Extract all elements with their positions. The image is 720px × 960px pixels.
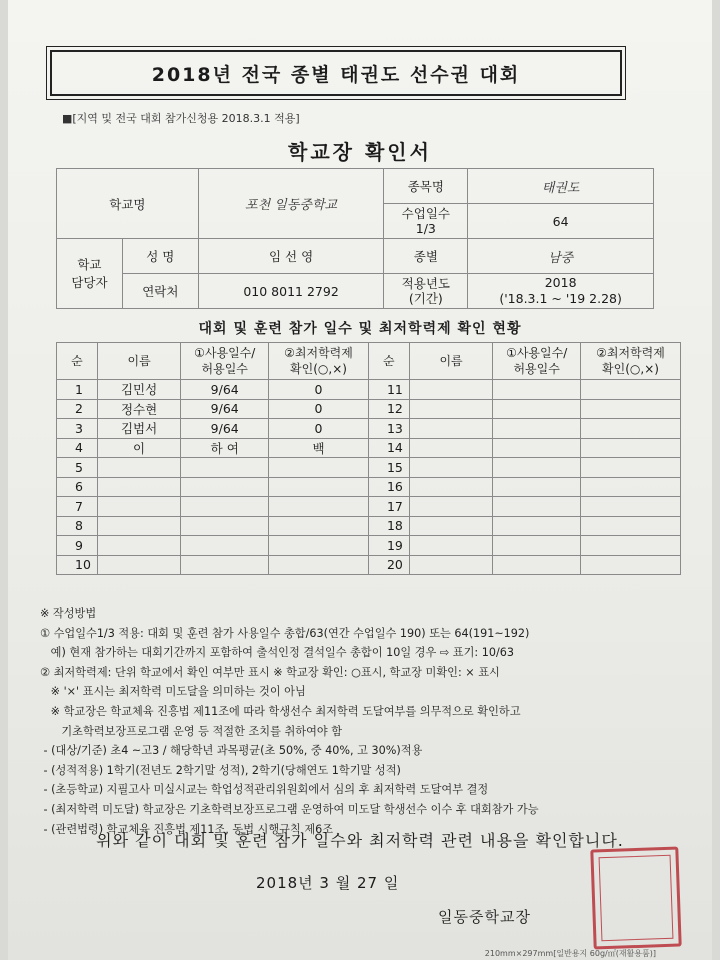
roster-cell-name — [409, 438, 493, 458]
roster-row — [57, 458, 681, 478]
roster-cell-name — [97, 497, 181, 517]
seal-inner-border — [599, 855, 674, 941]
roster-row — [57, 399, 681, 419]
roster-cell-days — [493, 399, 581, 419]
contact-group-label: 학교 담당자 — [57, 239, 123, 309]
roster-cell-no: 14 — [368, 438, 409, 458]
roster-cell-min — [269, 458, 369, 478]
instruction-line: - (초등학교) 지필고사 미실시교는 학업성적관리위원회에서 심의 후 최저학력 도달여부 결정 — [40, 783, 489, 797]
roster-cell-min — [581, 477, 681, 497]
roster-cell-days: 9/64 — [181, 399, 269, 419]
roster-cell-min — [581, 438, 681, 458]
school-seal-stamp — [590, 846, 681, 949]
roster-cell-min: 0 — [269, 419, 369, 439]
roster-cell-min — [269, 516, 369, 536]
roster-cell-name — [409, 458, 493, 478]
roster-cell-min — [269, 555, 369, 575]
roster-row — [57, 380, 681, 400]
roster-cell-days — [493, 516, 581, 536]
roster-cell-days: 하 여 — [181, 438, 269, 458]
roster-cell-name: 김민성 — [97, 380, 181, 400]
form-note: ■[지역 및 전국 대회 참가신청용 2018.3.1 적용] — [62, 112, 300, 125]
col-min: ②최저학력제 확인(○,×) — [269, 343, 369, 380]
roster-cell-min — [269, 497, 369, 517]
roster-cell-name — [409, 419, 493, 439]
roster-cell-days — [493, 458, 581, 478]
roster-row — [57, 497, 681, 517]
col-days: ①사용일수/ 허용일수 — [493, 343, 581, 380]
roster-cell-min: 백 — [269, 438, 369, 458]
roster-cell-no: 16 — [368, 477, 409, 497]
roster-cell-no: 6 — [57, 477, 98, 497]
issue-date: 2018년 3 월 27 일 — [256, 874, 400, 892]
roster-cell-days — [493, 477, 581, 497]
roster-cell-days — [181, 497, 269, 517]
roster-cell-days — [181, 536, 269, 556]
name-label: 성 명 — [122, 239, 198, 274]
roster-cell-name: 이 — [97, 438, 181, 458]
roster-cell-min — [581, 536, 681, 556]
roster-cell-min — [581, 497, 681, 517]
roster-cell-days — [493, 497, 581, 517]
roster-row — [57, 536, 681, 556]
roster-cell-days — [493, 380, 581, 400]
instruction-line: ※ 작성방법 — [40, 607, 97, 620]
roster-cell-min — [581, 516, 681, 536]
roster-cell-name — [409, 497, 493, 517]
roster-cell-name: 김범서 — [97, 419, 181, 439]
roster-cell-days — [181, 477, 269, 497]
school-info-table — [56, 168, 654, 309]
category-label: 종별 — [384, 239, 468, 274]
roster-cell-name — [97, 555, 181, 575]
roster-cell-days — [181, 555, 269, 575]
school-value: 포천 일동중학교 — [198, 169, 384, 239]
roster-cell-days — [493, 555, 581, 575]
roster-cell-days — [493, 438, 581, 458]
roster-cell-no: 20 — [368, 555, 409, 575]
roster-header-row — [57, 343, 681, 380]
instruction-line: 기초학력보장프로그램 운영 등 적절한 조치를 취하여야 함 — [40, 724, 343, 738]
roster-cell-min — [269, 536, 369, 556]
roster-cell-no: 9 — [57, 536, 98, 556]
roster-cell-days: 9/64 — [181, 380, 269, 400]
roster-cell-name — [409, 516, 493, 536]
year-label: 적용년도 (기간) — [384, 274, 468, 309]
event-banner: 2018년 전국 종별 태권도 선수권 대회 — [50, 50, 622, 96]
school-label: 학교명 — [57, 169, 199, 239]
col-days: ①사용일수/ 허용일수 — [181, 343, 269, 380]
roster-cell-no: 3 — [57, 419, 98, 439]
roster-cell-days — [493, 536, 581, 556]
instruction-line: ※ '×' 표시는 최저학력 미도달을 의미하는 것이 아님 — [40, 685, 306, 699]
roster-cell-days — [493, 419, 581, 439]
roster-cell-min — [581, 419, 681, 439]
col-no: 순 — [57, 343, 98, 380]
roster-cell-name — [409, 399, 493, 419]
roster-cell-days — [181, 458, 269, 478]
roster-cell-days: 9/64 — [181, 419, 269, 439]
roster-row — [57, 477, 681, 497]
instruction-line: 예) 현재 참가하는 대회기간까지 포함하여 출석인정 결석일수 총합이 10일 경우 ⇨ 표기: 10/63 — [40, 646, 514, 660]
roster-cell-name — [97, 516, 181, 536]
roster-cell-no: 17 — [368, 497, 409, 517]
phone-label: 연락처 — [122, 274, 198, 309]
roster-section-title: 대회 및 훈련 참가 일수 및 최저학력제 확인 현황 — [198, 321, 522, 337]
col-min: ②최저학력제 확인(○,×) — [581, 343, 681, 380]
roster-cell-name — [97, 536, 181, 556]
instruction-line: - (관련법령) 학교체육 진흥법 제11조, 동법 시행규칙 제6조 — [40, 822, 334, 836]
roster-cell-min — [581, 555, 681, 575]
roster-cell-name — [97, 477, 181, 497]
phone-value: 010 8011 2792 — [198, 274, 384, 309]
category-value: 남중 — [468, 239, 654, 274]
roster-cell-no: 18 — [368, 516, 409, 536]
roster-row — [57, 419, 681, 439]
instruction-line: ① 수업일수1/3 적용: 대회 및 훈련 참가 사용일수 총합/63(연간 수업일수 190) 또는 64(191~192) — [40, 626, 530, 640]
document-title: 학교장 확인서 — [288, 140, 432, 164]
roster-cell-days — [181, 516, 269, 536]
col-no: 순 — [368, 343, 409, 380]
event-value: 태권도 — [468, 169, 654, 204]
instruction-line: - (최저학력 미도달) 학교장은 기초학력보장프로그램 운영하여 미도달 학생선수 이수 후 대회참가 가능 — [40, 802, 539, 816]
instruction-line: ② 최저학력제: 단위 학교에서 확인 여부만 표시 ※ 학교장 확인: ○표시, 학교장 미확인: × 표시 — [40, 665, 500, 679]
roster-cell-min: 0 — [269, 399, 369, 419]
col-name: 이름 — [97, 343, 181, 380]
roster-cell-no: 10 — [57, 555, 98, 575]
instruction-line: ※ 학교장은 학교체육 진흥법 제11조에 따라 학생선수 최저학력 도달여부를 의무적으로 확인하고 — [40, 704, 521, 718]
roster-cell-no: 19 — [368, 536, 409, 556]
roster-cell-min — [581, 458, 681, 478]
roster-cell-no: 13 — [368, 419, 409, 439]
roster-cell-name — [409, 380, 493, 400]
roster-row — [57, 555, 681, 575]
roster-cell-no: 11 — [368, 380, 409, 400]
roster-cell-name — [409, 536, 493, 556]
roster-cell-min — [581, 399, 681, 419]
roster-cell-min: 0 — [269, 380, 369, 400]
roster-cell-name — [409, 555, 493, 575]
year-value: 2018 ('18.3.1 ~ '19 2.28) — [468, 274, 654, 309]
roster-row — [57, 438, 681, 458]
name-value: 임 선 영 — [198, 239, 384, 274]
roster-cell-no: 15 — [368, 458, 409, 478]
roster-cell-min — [581, 380, 681, 400]
instruction-line: - (성적적용) 1학기(전년도 2학기말 성적), 2학기(당해연도 1학기말 성적) — [40, 763, 401, 777]
days-value: 64 — [468, 204, 654, 239]
roster-cell-min — [269, 477, 369, 497]
roster-cell-no: 4 — [57, 438, 98, 458]
instruction-line: - (대상/기준) 초4 ~고3 / 해당학년 과목평균(초 50%, 중 40%, 고 30%)적용 — [40, 744, 423, 758]
roster-table — [56, 342, 681, 575]
roster-cell-name: 정수현 — [97, 399, 181, 419]
event-label: 종목명 — [384, 169, 468, 204]
roster-cell-no: 7 — [57, 497, 98, 517]
roster-cell-no: 1 — [57, 380, 98, 400]
paper-spec-footer: 210mm×297mm[일반용지 60g/㎡(재활용품)] — [484, 949, 656, 958]
roster-cell-no: 12 — [368, 399, 409, 419]
principal-signature: 일동중학교장 — [438, 908, 531, 926]
document-page — [8, 0, 712, 960]
roster-row — [57, 516, 681, 536]
writing-instructions — [40, 604, 700, 839]
roster-cell-no: 5 — [57, 458, 98, 478]
roster-cell-name — [97, 458, 181, 478]
confirmation-statement: 위와 같이 대회 및 훈련 참가 일수와 최저학력 관련 내용을 확인합니다. — [96, 831, 624, 850]
roster-cell-name — [409, 477, 493, 497]
days-label: 수업일수 1/3 — [384, 204, 468, 239]
roster-cell-no: 8 — [57, 516, 98, 536]
col-name: 이름 — [409, 343, 493, 380]
roster-cell-no: 2 — [57, 399, 98, 419]
